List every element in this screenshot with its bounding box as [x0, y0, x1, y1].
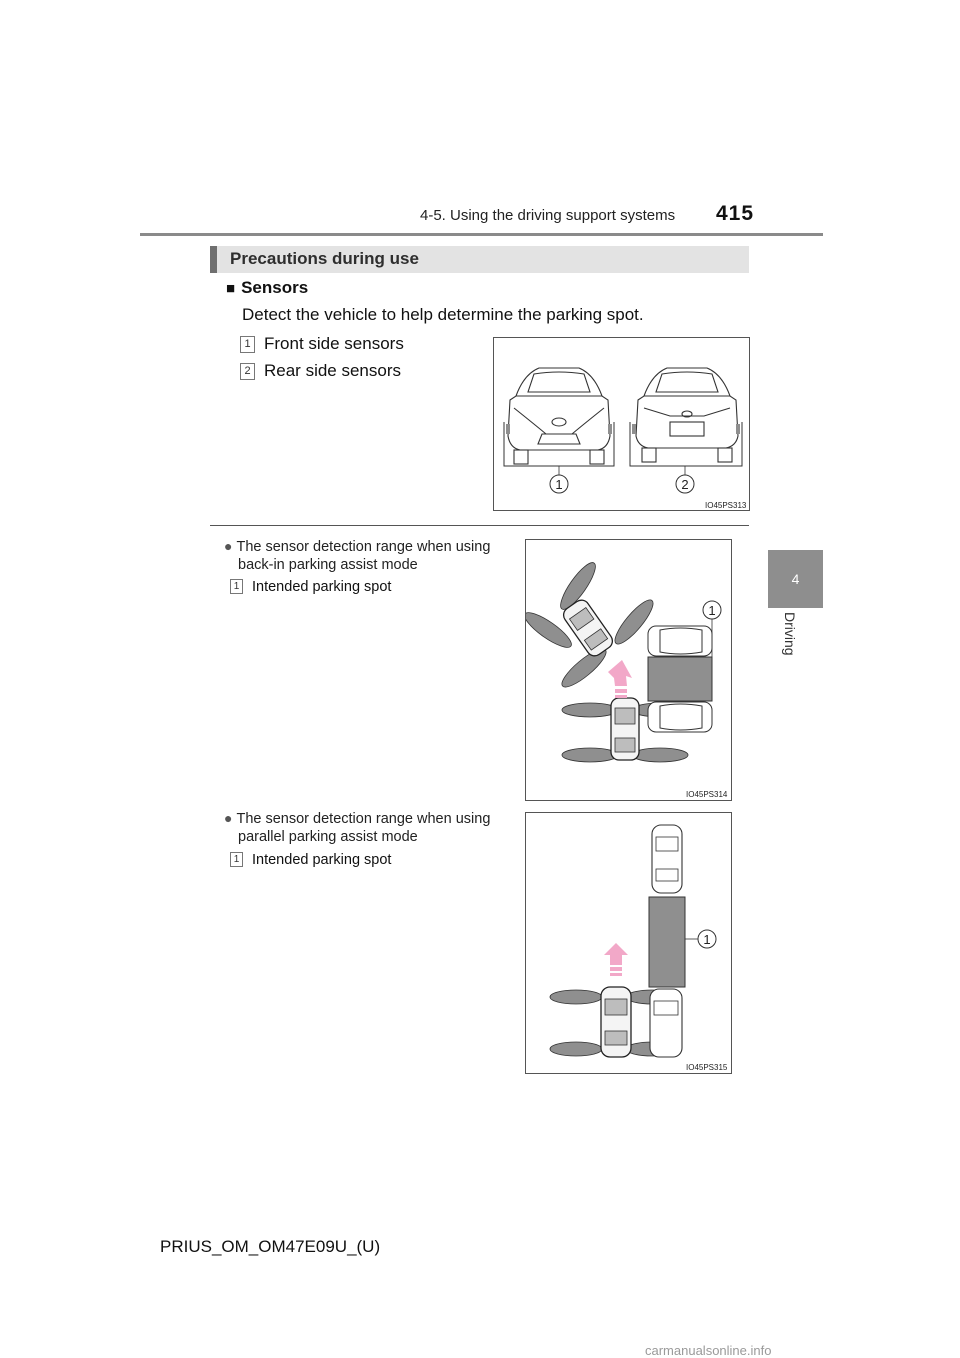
header-rule — [140, 233, 823, 236]
chapter-label-box — [782, 612, 808, 672]
intended-parking-spot — [648, 657, 712, 701]
callout-number-icon: 1 — [230, 852, 243, 867]
watermark: carmanualsonline.info — [645, 1343, 772, 1358]
bullet-parallel — [224, 809, 516, 846]
direction-arrow-icon — [608, 660, 632, 698]
direction-arrow-icon — [604, 943, 628, 976]
bullet-text: The sensor detection range when using — [236, 539, 491, 555]
legend-item-parallel-spot — [230, 852, 391, 868]
sensors-heading-text: Sensors — [241, 278, 309, 297]
legend-item-back-in-spot — [230, 579, 391, 595]
bullet-text: The sensor detection range when using — [236, 811, 491, 827]
moving-car-bottom — [611, 698, 639, 760]
figure-parallel-parking — [525, 812, 732, 1074]
chapter-label: Driving — [782, 612, 798, 656]
parallel-parking-illustration — [526, 813, 731, 1073]
callout-number-1: 1 — [555, 477, 563, 492]
intended-parking-spot — [649, 897, 685, 987]
bullet-line-1 — [224, 809, 516, 828]
sensor-locations-illustration — [494, 338, 749, 510]
square-bullet-icon: ■ — [226, 280, 236, 297]
legend-item-rear-sensors — [240, 361, 401, 381]
parked-car-ahead — [652, 825, 682, 893]
figure-code: IO45PS315 — [686, 1063, 728, 1072]
round-bullet-icon: ● — [224, 810, 233, 826]
round-bullet-icon: ● — [224, 538, 233, 554]
sensors-description: Detect the vehicle to help determine the parking spot. — [242, 305, 644, 324]
parked-car-bottom — [648, 702, 712, 732]
section-divider — [210, 525, 749, 526]
bullet-line-2: back-in parking assist mode — [238, 557, 418, 573]
running-header-section: 4-5. Using the driving support systems — [420, 207, 676, 224]
callout-leaders — [559, 466, 685, 475]
chapter-tab[interactable] — [768, 550, 823, 608]
callout-number-icon: 1 — [230, 579, 243, 594]
bullet-line-2: parallel parking assist mode — [238, 829, 418, 845]
parked-car-behind — [650, 989, 682, 1057]
bullet-back-in — [224, 537, 516, 574]
rear-car-outline — [636, 368, 738, 462]
callout-number-icon: 1 — [240, 336, 255, 353]
section-title: Precautions during use — [230, 249, 419, 268]
figure-sensor-locations — [493, 337, 750, 511]
footer-document-id: PRIUS_OM_OM47E09U_(U) — [160, 1237, 381, 1256]
legend-label: Intended parking spot — [252, 579, 392, 595]
back-in-parking-illustration — [526, 540, 731, 800]
figure-code: IO45PS313 — [705, 501, 747, 510]
legend-label: Rear side sensors — [264, 361, 402, 380]
callout-number-1: 1 — [708, 603, 716, 618]
chapter-number: 4 — [791, 571, 800, 587]
legend-item-front-sensors — [240, 334, 404, 354]
sensor-marks — [506, 424, 740, 434]
front-car-outline — [508, 368, 610, 464]
figure-code: IO45PS314 — [686, 790, 728, 799]
legend-label: Front side sensors — [264, 334, 404, 353]
page-number: 415 — [716, 202, 755, 225]
sensors-heading — [226, 278, 308, 298]
figure-back-in-parking — [525, 539, 732, 801]
legend-label: Intended parking spot — [252, 852, 392, 868]
callout-number-2: 2 — [681, 477, 689, 492]
callout-number-1: 1 — [703, 932, 711, 947]
callout-number-icon: 2 — [240, 363, 255, 380]
section-title-bar — [210, 246, 749, 273]
moving-car — [601, 987, 631, 1057]
bullet-line-1 — [224, 537, 516, 556]
parked-car-top — [648, 626, 712, 656]
